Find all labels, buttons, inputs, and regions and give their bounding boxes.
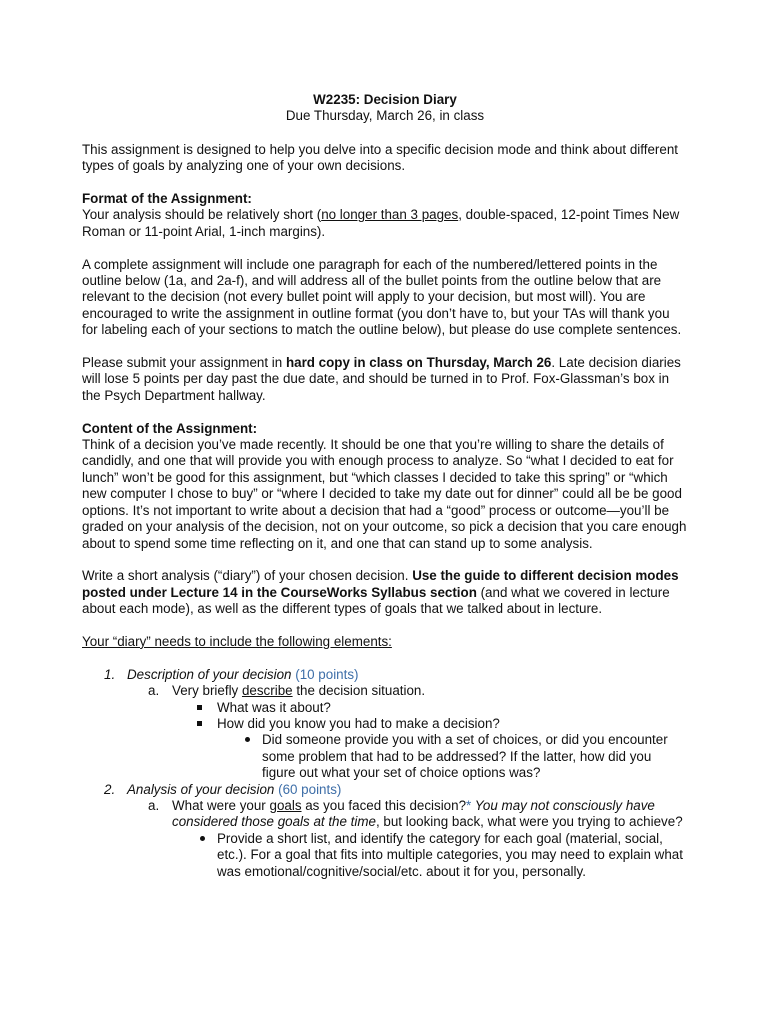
submission-deadline: hard copy in class on Thursday, March 26 [285, 355, 552, 371]
bullet-text: Did someone provide you with a set of choices, or did you encounter some problem that had to be addressed? If the latter, how did you figure out what your set of choice options was? [262, 732, 668, 781]
text-run: What were your [172, 797, 270, 813]
list-item [82, 683, 688, 699]
text-run: Your analysis should be relatively short ( [82, 207, 322, 223]
format-section [82, 191, 688, 404]
text-run: (and what we covered in lecture about each mode), as well as the different types of goals that we talked about in lecture. [82, 584, 670, 617]
due-date-line: Due Thursday, March 26, in class [285, 108, 485, 124]
list-item [82, 716, 688, 732]
round-bullet-icon [245, 737, 250, 742]
text-run: . Late decision diaries will lose 5 points per day past the due date, and should be turned in to Prof. Fox-Glassman’s box in the Psych Department hallway. [82, 355, 681, 403]
round-bullet-icon [200, 836, 205, 841]
square-bullet-icon [197, 721, 202, 726]
text-run: the decision situation. [292, 683, 426, 699]
list-number: 1. [104, 666, 116, 682]
bullet-text: Provide a short list, and identify the category for each goal (material, social, etc.). For a goal that fits into multiple categories, you may need to explain what was emotional/cognitive/social/etc. about it for you, personally. [217, 830, 683, 879]
document-body [82, 92, 688, 880]
list-item [82, 667, 688, 683]
document-title: W2235: Decision Diary [313, 92, 457, 107]
emphasis-text: describe [241, 683, 293, 699]
item-label: Analysis of your decision [127, 781, 275, 797]
points-label: (60 points) [278, 781, 342, 797]
square-bullet-icon [197, 705, 202, 710]
points-label: (10 points) [295, 666, 359, 682]
elements-intro: Your “diary” needs to include the following elements: [82, 633, 392, 649]
list-item [82, 831, 688, 880]
outline-list [82, 667, 688, 880]
bullet-text: How did you know you had to make a decision? [217, 715, 500, 731]
list-number: 2. [104, 781, 116, 797]
list-item [82, 782, 688, 798]
text-run: , but looking back, what were you trying to achieve? [375, 814, 683, 830]
bullet-text: What was it about? [217, 699, 331, 715]
content-paragraph-analysis [82, 568, 688, 617]
list-letter: a. [148, 797, 160, 813]
italic-text: You may not consciously have considered those goals at the time [172, 797, 655, 830]
format-paragraph-length [82, 207, 688, 240]
item-label: Description of your decision [127, 666, 292, 682]
format-heading: Format of the Assignment: [82, 191, 252, 207]
footnote-asterisk: * [466, 797, 472, 813]
format-paragraph-submit [82, 355, 688, 404]
text-run: as you faced this decision? [301, 797, 467, 813]
list-item [82, 798, 688, 831]
text-run: Write a short analysis (“diary”) of your chosen decision. [82, 568, 413, 584]
text-run: , double-spaced, 12-point Times New Roman or 11-point Arial, 1-inch margins). [82, 207, 680, 239]
content-paragraph-decision: Think of a decision you’ve made recently. It should be one that you’re willing to share the details of candidly, and one that will provide you with enough process to analyze. So “what I decided to eat for lunch” won’t be good for this assignment, but “which classes I decided to take this spring” or “which new computer I chose to buy” or “where I decided to take my date out for dinner” could all be be good options. It’s not important to write about a decision that had a “good” process or outcome—you’ll be graded on your analysis of the decision, not on your outcome, so pick a decision that you care enough about to spend some time reflecting on it, and one that can stand up to some analysis. [82, 437, 687, 551]
emphasis-text: goals [269, 797, 302, 813]
text-run: Please submit your assignment in [82, 355, 286, 371]
text-run: Very briefly [172, 683, 242, 699]
page-limit-text: no longer than 3 pages [321, 207, 459, 223]
format-paragraph-complete: A complete assignment will include one paragraph for each of the numbered/lettered points in the outline below (1a, and 2a-f), and will address all of the bullet points from the outline below that are relevant to the decision (not every bullet point will apply to your decision, but most will). You are encouraged to write the assignment in outline format (you don’t have to, but your TAs will thank you for labeling each of your sections to match the outline below), but please do use complete sentences. [82, 256, 682, 338]
content-heading: Content of the Assignment: [82, 420, 258, 436]
guide-reference: Use the guide to different decision modes posted under Lecture 14 in the CourseWorks Syllabus section [82, 568, 679, 600]
content-section [82, 421, 688, 651]
list-letter: a. [148, 683, 160, 699]
intro-paragraph: This assignment is designed to help you delve into a specific decision mode and think about different types of goals by analyzing one of your own decisions. [82, 141, 679, 174]
list-item [82, 700, 688, 716]
list-item [82, 732, 688, 781]
